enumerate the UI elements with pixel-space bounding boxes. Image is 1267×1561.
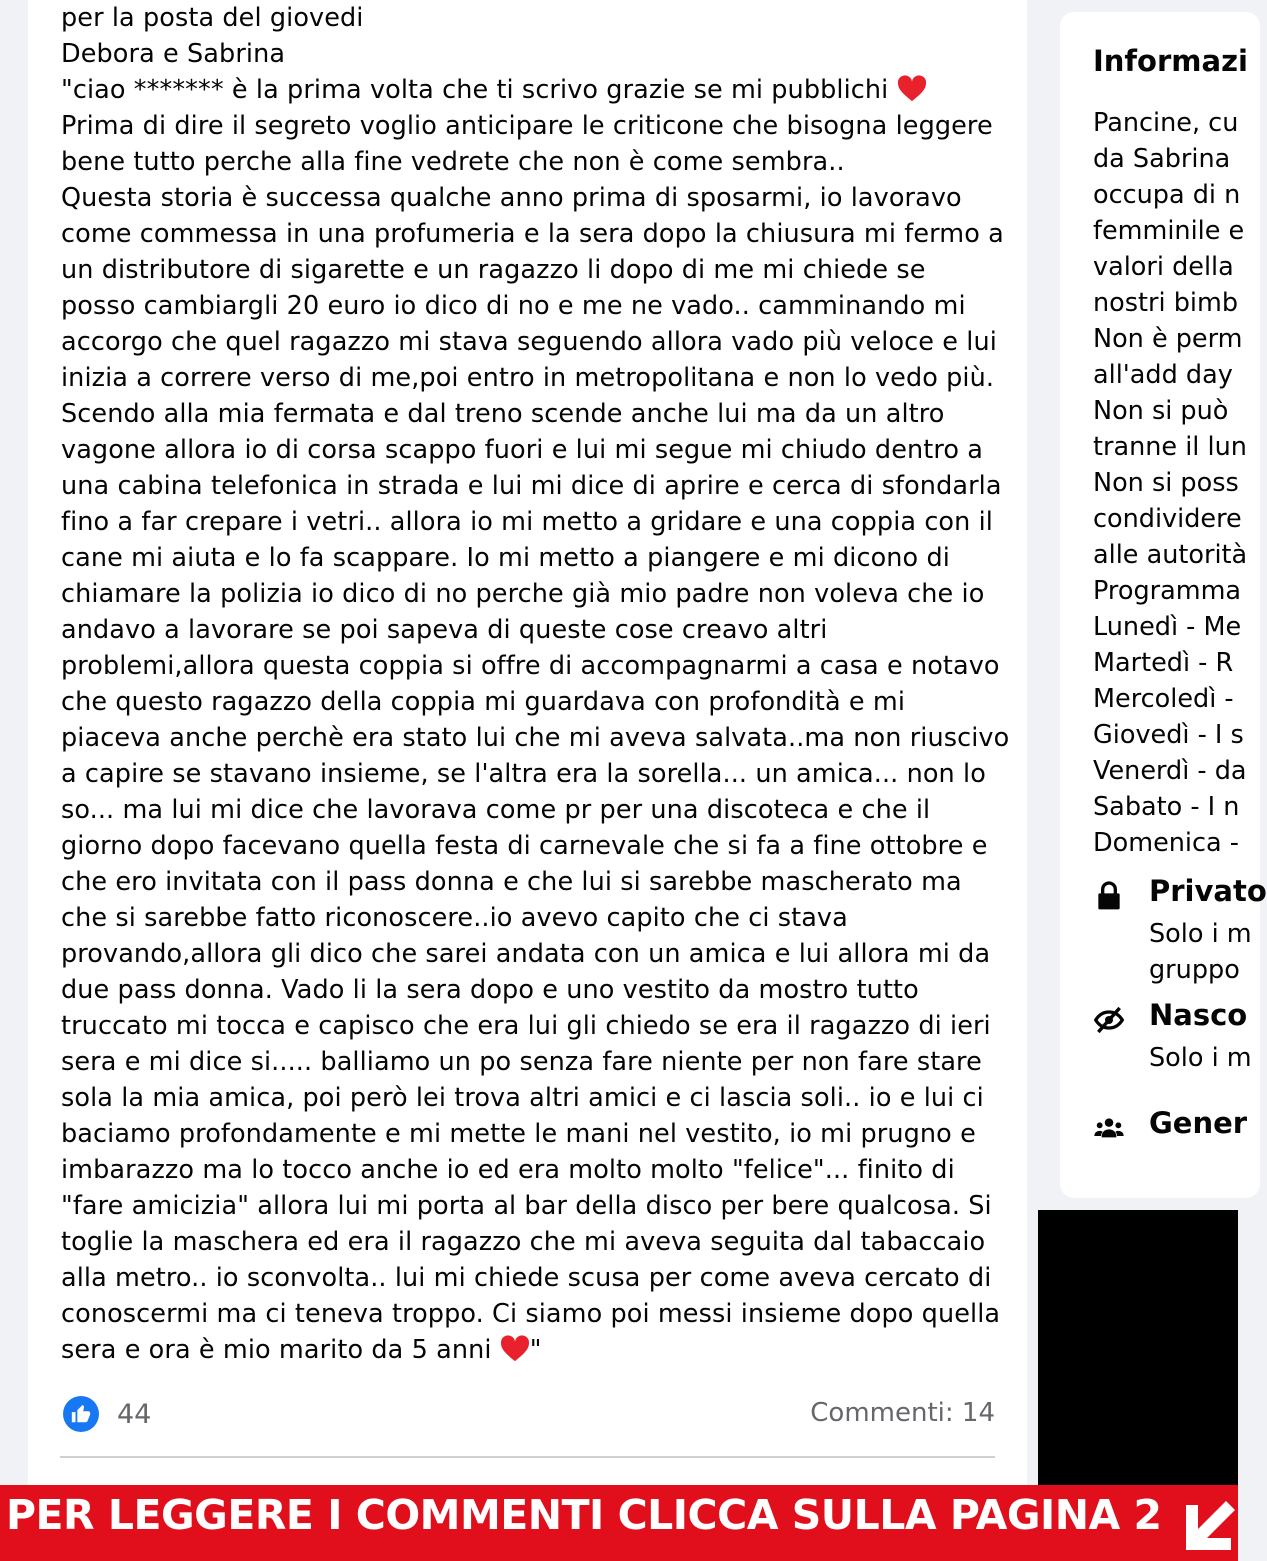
- description-line: da Sabrina: [1093, 144, 1231, 174]
- divider: [60, 1456, 995, 1458]
- post-line: "ciao ******* è la prima volta che ti scrivo grazie se mi pubblichi: [61, 72, 1011, 108]
- description-line: Venerdì - da: [1093, 756, 1247, 786]
- post-line: vagone allora io di corsa scappo fuori e lui mi segue mi chiudo dentro a: [61, 435, 984, 465]
- description-line: femminile e: [1093, 216, 1245, 246]
- description-line: Lunedì - Me: [1093, 612, 1242, 642]
- post-line: sera e mi dice si..... balliamo un po senza fare niente per non fare stare: [61, 1047, 982, 1077]
- feature-desc-line: gruppo: [1149, 955, 1240, 985]
- description-line: Pancine, cu: [1093, 108, 1239, 138]
- post-line: conoscermi ma ci teneva troppo. Ci siamo poi messi insieme dopo quella: [61, 1299, 1001, 1329]
- black-overlay: [1038, 1210, 1238, 1485]
- feature-desc-line: Solo i m: [1149, 919, 1252, 949]
- post-line: fino a far crepare i vetri.. allora io mi metto a gridare e una coppia con il: [61, 507, 993, 537]
- post-line: cane mi aiuta e lo fa scappare. Io mi metto a piangere e mi dicono di: [61, 543, 950, 573]
- comments-count[interactable]: Commenti: 14: [810, 1398, 995, 1428]
- post-line: "fare amicizia" allora lui mi porta al bar della disco per bere qualcosa. Si: [61, 1191, 992, 1221]
- feature-desc-line: Solo i m: [1149, 1043, 1252, 1073]
- post-line: un distributore di sigarette e un ragazzo li dopo di me mi chiede se: [61, 255, 926, 285]
- description-line: Domenica -: [1093, 828, 1239, 858]
- post-text: [61, 0, 1011, 1368]
- like-count[interactable]: 44: [117, 1398, 152, 1430]
- post-line: chiamare la polizia io dico di no perche già mio padre non voleva che io: [61, 579, 985, 609]
- description-line: occupa di n: [1093, 180, 1241, 210]
- post-line: come commessa in una profumeria e la sera dopo la chiusura mi fermo a: [61, 219, 1004, 249]
- feature-title: Privato: [1149, 874, 1267, 908]
- feature-title: Gener: [1149, 1106, 1248, 1140]
- post-line: giorno dopo facevano quella festa di carnevale che si fa a fine ottobre e: [61, 831, 988, 861]
- group-info-panel: [1060, 12, 1267, 1198]
- description-line: Non è perm: [1093, 324, 1243, 354]
- description-line: Non si può: [1093, 396, 1229, 426]
- post-line: so... ma lui mi dice che lavorava come pr per una discoteca e che il: [61, 795, 931, 825]
- post-line: alla metro.. io sconvolta.. lui mi chiede scusa per come aveva cercato di: [61, 1263, 992, 1293]
- description-line: alle autorità: [1093, 540, 1248, 570]
- feature-desc: [1149, 916, 1252, 988]
- description-line: all'add day: [1093, 360, 1233, 390]
- feature-title: Nasco: [1149, 998, 1248, 1032]
- description-line: Mercoledì -: [1093, 684, 1234, 714]
- post-line: baciamo profondamente e mi mette le mani nel vestito, io mi prugno e: [61, 1119, 976, 1149]
- post-line: imbarazzo ma lo tocco anche io ed era molto molto "felice"... finito di: [61, 1155, 955, 1185]
- post-line: piaceva anche perchè era stato lui che mi aveva salvata..ma non riuscivo: [61, 723, 1010, 753]
- post-line: una cabina telefonica in strada e lui mi dice di aprire e cerca di sfondarla: [61, 471, 1002, 501]
- post-line: provando,allora gli dico che sarei andata con un amica e lui allora mi da: [61, 939, 991, 969]
- post-line: Scendo alla mia fermata e dal treno scende anche lui ma da un altro: [61, 399, 945, 429]
- post-line: problemi,allora questa coppia si offre di accompagnarmi a casa e notavo: [61, 651, 1000, 681]
- closing-quote: ": [529, 1335, 542, 1365]
- post-line: toglie la maschera ed era il ragazzo che mi aveva seguita dal tabaccaio: [61, 1227, 986, 1257]
- lock-icon: [1093, 880, 1125, 912]
- post-line: posso cambiargli 20 euro io dico di no e me ne vado.. camminando mi: [61, 291, 966, 321]
- reactions-bar[interactable]: [63, 1396, 151, 1432]
- description-line: Giovedì - I s: [1093, 720, 1244, 750]
- post-line: Questa storia è successa qualche anno prima di sposarmi, io lavoravo: [61, 183, 962, 213]
- arrow-down-left-icon: [1180, 1493, 1238, 1555]
- heart-emoji-icon: [897, 75, 927, 103]
- description-line: tranne il lun: [1093, 432, 1247, 462]
- like-icon[interactable]: [63, 1396, 99, 1432]
- post-line: andavo a lavorare se poi sapeva di queste cose creavo altri: [61, 615, 828, 645]
- post-line: bene tutto perche alla fine vedrete che non è come sembra..: [61, 147, 845, 177]
- description-line: condividere: [1093, 504, 1242, 534]
- post-line: sola la mia amica, poi però lei trova altri amici e ci lascia soli.. io e lui ci: [61, 1083, 984, 1113]
- people-icon: [1093, 1112, 1125, 1144]
- group-description: [1093, 105, 1247, 861]
- post-line: a capire se stavano insieme, se l'altra era la sorella... un amica... non lo: [61, 759, 986, 789]
- post-line: per la posta del giovedi: [61, 3, 364, 33]
- page-2-banner[interactable]: [0, 1485, 1238, 1561]
- post-line: truccato mi tocca e capisco che era lui gli chiedo se era il ragazzo di ieri: [61, 1011, 991, 1041]
- description-line: nostri bimb: [1093, 288, 1239, 318]
- description-line: Martedì - R: [1093, 648, 1234, 678]
- description-line: Non si poss: [1093, 468, 1239, 498]
- banner-text[interactable]: PER LEGGERE I COMMENTI CLICCA SULLA PAGINA 2: [6, 1491, 1162, 1539]
- post-line: Debora e Sabrina: [61, 39, 286, 69]
- post-line: due pass donna. Vado li la sera dopo e uno vestito da mostro tutto: [61, 975, 919, 1005]
- feature-desc: [1149, 1040, 1252, 1076]
- post-line: che si sarebbe fatto riconoscere..io avevo capito che ci stava: [61, 903, 848, 933]
- post-line: accorgo che quel ragazzo mi stava seguendo allora vado più veloce e lui: [61, 327, 997, 357]
- panel-title: Informazi: [1093, 44, 1248, 78]
- eye-slash-icon: [1093, 1004, 1125, 1036]
- description-line: Sabato - I n: [1093, 792, 1240, 822]
- description-line: Programma: [1093, 576, 1242, 606]
- heart-emoji-icon: [500, 1335, 530, 1363]
- post-line: che questo ragazzo della coppia mi guardava con profondità e mi: [61, 687, 906, 717]
- post-line: Prima di dire il segreto voglio anticipare le criticone che bisogna leggere: [61, 111, 993, 141]
- post-line: sera e ora è mio marito da 5 anni ": [61, 1335, 542, 1365]
- post-card: [28, 0, 1027, 1561]
- description-line: valori della: [1093, 252, 1234, 282]
- post-line: che ero invitata con il pass donna e che lui si sarebbe mascherato ma: [61, 867, 962, 897]
- post-line: inizia a correre verso di me,poi entro in metropolitana e non lo vedo più.: [61, 363, 995, 393]
